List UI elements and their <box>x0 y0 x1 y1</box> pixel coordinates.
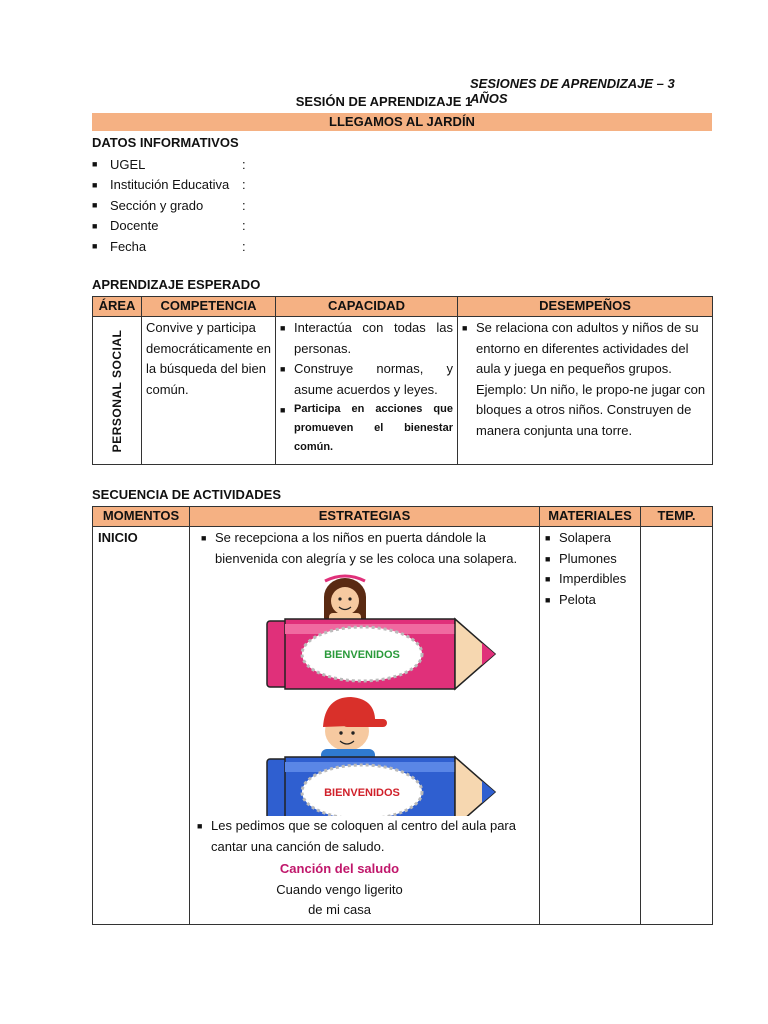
list-item: ■ Solapera <box>545 528 635 549</box>
desempenos-cell: ■ Se relaciona con adultos y niños de su entorno en diferentes actividades del aula y juega en pequeños grupos. Ejemplo: Un niño, le propo-ne jugar con bloques a otros niños. Construyen de manera conjunta una torre. <box>458 317 713 465</box>
pencil-banners-image <box>195 569 535 816</box>
datos-item-seccion: ■ Sección y grado : <box>92 197 246 213</box>
momento-cell: INICIO <box>93 527 190 925</box>
col-header-area: ÁREA <box>93 297 142 317</box>
square-bullet-icon: ■ <box>462 323 468 333</box>
secuencia-table <box>92 506 713 925</box>
area-cell <box>93 317 142 465</box>
materiales-cell <box>540 527 641 925</box>
col-header-temp: TEMP. <box>641 507 713 527</box>
capacidad-cell: ■ Interactúa con todas las personas. ■ Construye normas, y asume acuerdos y leyes. ■ Participa en acciones que promueven el bienestar común. <box>276 317 458 465</box>
square-bullet-icon: ■ <box>197 821 203 831</box>
series-title: SESIONES DE APRENDIZAJE – 3 AÑOS <box>470 76 675 106</box>
datos-item-institucion: ■ Institución Educativa : <box>92 177 246 193</box>
col-header-competencia: COMPETENCIA <box>142 297 276 317</box>
list-item: ■ Imperdibles <box>545 569 635 590</box>
square-bullet-icon: ■ <box>280 323 286 333</box>
materiales-list <box>545 528 635 610</box>
session-title: SESIÓN DE APRENDIZAJE 1 <box>295 94 473 109</box>
datos-list <box>92 154 246 257</box>
song-line-2: de mi casa <box>308 902 371 917</box>
square-bullet-icon: ■ <box>92 241 98 252</box>
datos-item-docente: ■ Docente : <box>92 218 246 234</box>
banner-text-1: BIENVENIDOS <box>324 649 400 661</box>
song-title: Canción del saludo <box>279 861 400 876</box>
secuencia-heading: SECUENCIA DE ACTIVIDADES <box>92 487 282 502</box>
col-header-desempenos: DESEMPEÑOS <box>458 297 713 317</box>
square-bullet-icon: ■ <box>545 533 551 543</box>
square-bullet-icon: ■ <box>201 533 207 543</box>
list-item: ■ Plumones <box>545 549 635 570</box>
square-bullet-icon: ■ <box>545 574 551 584</box>
col-header-momentos: MOMENTOS <box>93 507 190 527</box>
datos-item-fecha: ■ Fecha : <box>92 238 246 254</box>
datos-item-ugel: ■ UGEL : <box>92 156 246 172</box>
aprendizaje-table <box>92 296 713 465</box>
square-bullet-icon: ■ <box>280 405 286 415</box>
datos-heading: DATOS INFORMATIVOS <box>92 135 239 150</box>
temp-cell <box>641 527 713 925</box>
col-header-estrategias: ESTRATEGIAS <box>190 507 540 527</box>
welcome-illustration <box>195 569 534 816</box>
area-label: PERSONAL SOCIAL <box>109 329 124 452</box>
square-bullet-icon: ■ <box>92 159 98 170</box>
square-bullet-icon: ■ <box>545 594 551 605</box>
square-bullet-icon: ■ <box>92 200 98 211</box>
competencia-cell: Convive y participa democráticamente en la búsqueda del bien común. <box>142 317 276 465</box>
song-line-1: Cuando vengo ligerito <box>276 881 403 897</box>
banner-text-2: BIENVENIDOS <box>324 787 400 799</box>
square-bullet-icon: ■ <box>545 553 551 564</box>
square-bullet-icon: ■ <box>92 179 98 190</box>
aprendizaje-heading: APRENDIZAJE ESPERADO <box>92 277 261 292</box>
col-header-capacidad: CAPACIDAD <box>276 297 458 317</box>
col-header-materiales: MATERIALES <box>540 507 641 527</box>
lesson-title-bar: LLEGAMOS AL JARDÍN <box>92 113 712 131</box>
square-bullet-icon: ■ <box>280 364 286 374</box>
square-bullet-icon: ■ <box>92 220 98 231</box>
estrategias-cell: ■ Se recepciona a los niños en puerta dándole la bienvenida con alegría y se les coloca una solapera. BIENVENIDOS BIENVENIDOS ■ Les pedimos que se coloquen al centro del aula para cantar una canción de saludo. Canción del saludo Cuando vengo ligerito de mi casa <box>190 527 540 925</box>
list-item: ■ Pelota <box>545 590 635 611</box>
